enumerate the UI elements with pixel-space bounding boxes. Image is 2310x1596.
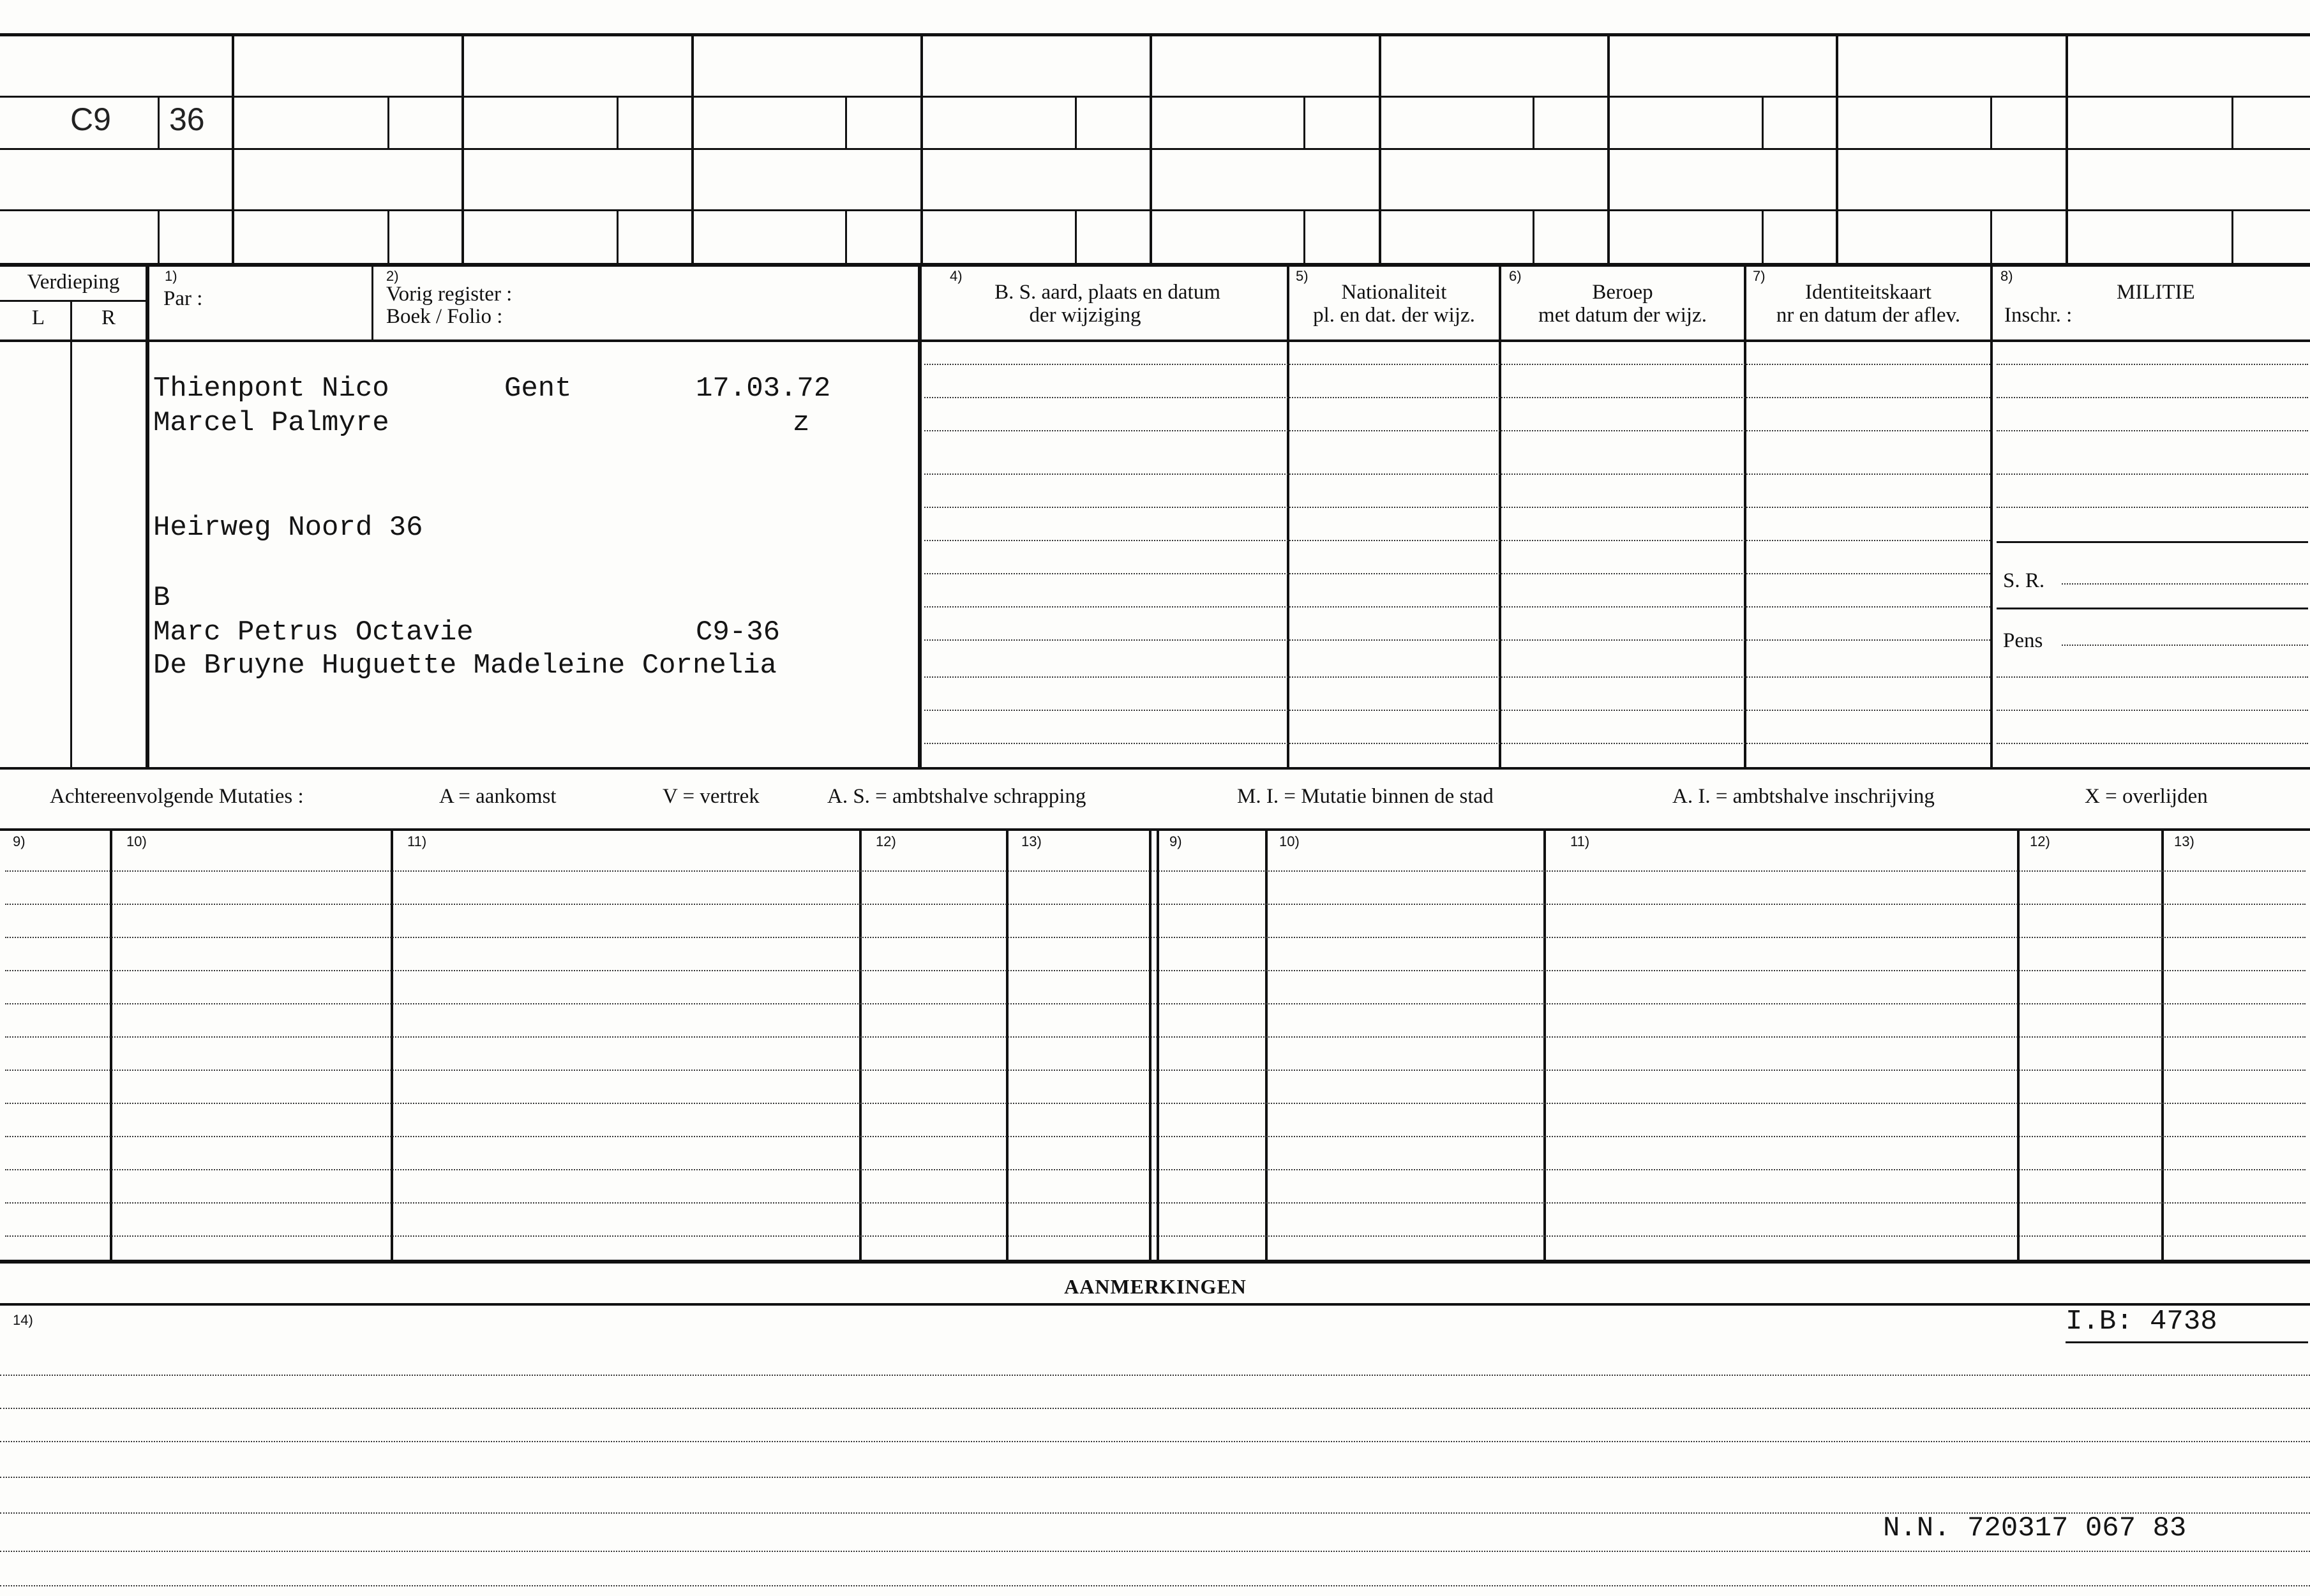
mut-col-9-b: 9) — [1169, 833, 1182, 849]
person-birthdate: 17.03.72 — [696, 373, 831, 405]
nat-line2: pl. en dat. der wijz. — [1313, 304, 1475, 327]
militie-label: MILITIE — [2117, 281, 2195, 304]
beroep-line1: Beroep — [1592, 281, 1653, 304]
nat-line1: Nationaliteit — [1341, 281, 1447, 304]
id-line2: nr en datum der aflev. — [1776, 304, 1961, 327]
bs-num: 4) — [950, 268, 963, 284]
legend-title: Achtereenvolgende Mutaties : — [50, 785, 304, 808]
mut-col-12-a: 12) — [876, 833, 896, 849]
person-household: Marc Petrus Octavie — [153, 616, 474, 648]
par-label: Par : — [163, 287, 203, 310]
legend-as: A. S. = ambtshalve schrapping — [827, 785, 1086, 808]
mut-col-13-a: 13) — [1021, 833, 1042, 849]
mut-col-10-a: 10) — [126, 833, 147, 849]
person-birthplace: Gent — [504, 373, 572, 405]
legend-v: V = vertrek — [663, 785, 760, 808]
mut-col-9-a: 9) — [13, 833, 26, 849]
id-num: 7) — [1753, 268, 1766, 284]
legend-a: A = aankomst — [439, 785, 557, 808]
mut-col-11-a: 11) — [407, 833, 427, 849]
mut-col-10-b: 10) — [1279, 833, 1300, 849]
inschr-label: Inschr. : — [2004, 304, 2073, 327]
person-name: Thienpont Nico — [153, 373, 389, 405]
verdieping-label: Verdieping — [27, 271, 120, 294]
person-household-ref: C9-36 — [696, 616, 781, 648]
mut-col-12-b: 12) — [2030, 833, 2050, 849]
top-border — [0, 33, 2310, 36]
vorig-num: 2) — [386, 268, 399, 284]
legend-x: X = overlijden — [2085, 785, 2208, 808]
index-number: 36 — [169, 101, 205, 137]
l-label: L — [31, 306, 45, 329]
person-code: B — [153, 582, 170, 614]
vorig-register-label: Vorig register : — [386, 283, 513, 306]
id-line1: Identiteitskaart — [1805, 281, 1931, 304]
person-parents: Marcel Palmyre — [153, 407, 389, 439]
r-label: R — [101, 306, 116, 329]
mut-col-11-b: 11) — [1570, 833, 1590, 849]
beroep-line2: met datum der wijz. — [1538, 304, 1707, 327]
bs-line1: B. S. aard, plaats en datum — [994, 281, 1220, 304]
legend-ai: A. I. = ambtshalve inschrijving — [1672, 785, 1935, 808]
pens-label: Pens — [2003, 629, 2043, 652]
mil-num: 8) — [2000, 268, 2013, 284]
nat-num: 5) — [1296, 268, 1309, 284]
bs-line2: der wijziging — [1029, 304, 1141, 327]
sr-label: S. R. — [2003, 569, 2045, 592]
remarks-num: 14) — [13, 1312, 33, 1328]
index-section: C9 — [70, 101, 111, 137]
remarks-nn: N.N. 720317 067 83 — [1883, 1512, 2187, 1544]
beroep-num: 6) — [1509, 268, 1522, 284]
remarks-title: AANMERKINGEN — [1064, 1275, 1247, 1298]
person-address: Heirweg Noord 36 — [153, 512, 423, 544]
par-num: 1) — [165, 268, 177, 284]
person-spouse: De Bruyne Huguette Madeleine Cornelia — [153, 650, 777, 682]
legend-mi: M. I. = Mutatie binnen de stad — [1237, 785, 1494, 808]
boek-folio-label: Boek / Folio : — [386, 305, 503, 328]
remarks-ib: I.B: 4738 — [2066, 1306, 2217, 1338]
body-bottom-line — [0, 767, 2310, 770]
mut-col-13-b: 13) — [2174, 833, 2194, 849]
person-sex: z — [793, 407, 810, 439]
